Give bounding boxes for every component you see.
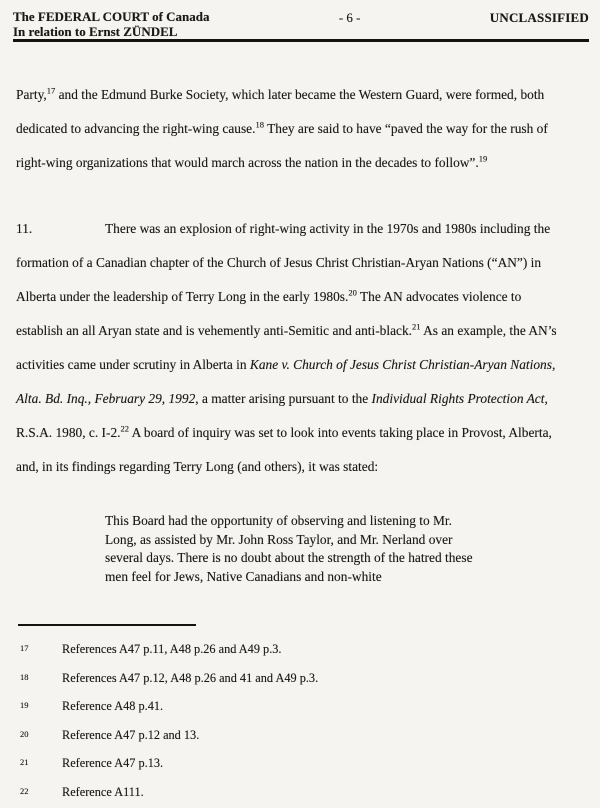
footnote-number: 18 (20, 671, 29, 682)
footnote-number: 22 (20, 785, 29, 796)
blockquote-finding: This Board had the opportunity of observing and listening to Mr. Long, as assisted by Mr. John Ross Taylor, and Mr. Nerland over several days. There is no doubt about the strength of the hatred these men feel for Jews, Native Canadians and non-white (105, 513, 473, 584)
page-number: - 6 - (338, 10, 361, 25)
footnote-item (16, 785, 580, 800)
footnote-item (16, 642, 580, 657)
paragraph-11 (16, 212, 570, 484)
case-reference: In relation to Ernst ZÜNDEL (13, 24, 178, 39)
footnote-number: 20 (20, 728, 29, 739)
case-citation: Individual Rights Protection Act (371, 391, 545, 406)
court-title: The FEDERAL COURT of Canada (13, 9, 210, 24)
footnote-text: Reference A47 p.13. (62, 756, 164, 770)
header-left-block (13, 9, 210, 39)
footnote-item (16, 671, 580, 686)
paragraph-text: There was an explosion of right-wing activity in the 1970s and 1980s including the formation of a Canadian chapter of the Church of Jesus Christ Christian-Aryan Nations (“AN”) in Alberta under the leadership of Terry Long in the early 1980s.$^{20}$ The AN advocates violence to establish an all Aryan state and is vehemently anti-Semitic and anti-black.$^{21}$ As an example, the AN’s activities came under scrutiny in Alberta in Kane v. Church of Jesus Christ Christian-Aryan Nations, Alta. Bd. Inq., February 29, 1992, a matter arising pursuant to the Individual Rights Protection Act, R.S.A. 1980, c. I-2.22 A board of inquiry was set to look into events taking place in Provost, Alberta, and, in its findings regarding Terry Long (and others), it was stated: (16, 221, 557, 474)
footnote-ref-17: 17 (46, 85, 56, 96)
document-body (16, 78, 570, 586)
footnote-ref-18: 18 (255, 119, 264, 130)
footnote-ref-21: 21 (412, 321, 421, 332)
footnote-number: 19 (20, 700, 29, 710)
document-header (13, 0, 589, 42)
footnote-item (16, 728, 580, 743)
footnote-ref-20: 20 (348, 287, 357, 298)
paragraph-text: Party,$^{17}$ and the Edmund Burke Society, which later became the Western Guard, were formed, both dedicated to advancing the right-wing cause.$^{18}$ They are said to have “paved the way for the rush of right-wing organizations that would march across the nation in the decades to follow”.$^{19}$ (16, 85, 548, 170)
footnote-text: Reference A48 p.41. (62, 699, 164, 713)
footnote-item (16, 756, 580, 771)
footnote-text: Reference A111. (62, 784, 144, 799)
footnote-item (16, 699, 580, 714)
footnote-text: Reference A47 p.12 and 13. (62, 727, 200, 742)
footnote-ref-22: 22 (120, 423, 130, 434)
classification-marking: UNCLASSIFIED (489, 10, 589, 25)
footnote-section (16, 624, 580, 808)
footnote-number: 21 (20, 757, 29, 767)
footnote-ref-19: 19 (478, 153, 488, 164)
footnote-separator (18, 624, 196, 626)
continuation-paragraph (16, 78, 570, 180)
paragraph-number: 11. (16, 221, 33, 236)
footnote-number: 17 (20, 643, 29, 653)
footnote-text: References A47 p.11, A48 p.26 and A49 p.3. (62, 642, 282, 656)
case-citation: Kane v. Church of Jesus Christ Christian-Aryan Nations, Alta. Bd. Inq., February 29, 1992 (16, 357, 556, 406)
footnote-text: References A47 p.12, A48 p.26 and 41 and A49 p.3. (62, 670, 319, 685)
